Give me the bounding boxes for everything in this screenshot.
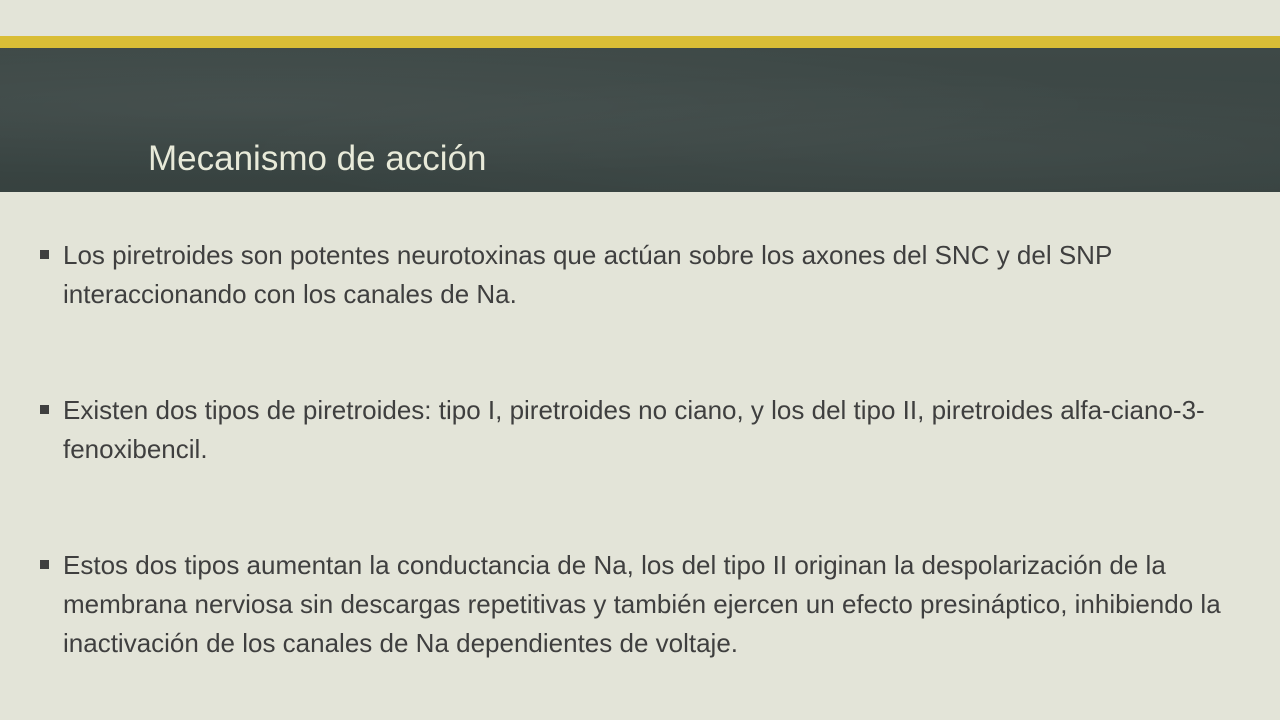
bullet-item (40, 546, 1250, 663)
square-bullet-icon (40, 560, 49, 569)
bullet-list (40, 236, 1250, 663)
bullet-text: Existen dos tipos de piretroides: tipo I, piretroides no ciano, y los del tipo II, piretroides alfa-ciano-3-fenoxibencil. (63, 395, 1205, 464)
bullet-text: Estos dos tipos aumentan la conductancia de Na, los del tipo II originan la despolarización de la membrana nerviosa sin descargas repetitivas y también ejercen un efecto presináptico, inhibiendo la inactivación de los canales de Na dependientes de voltaje. (63, 550, 1221, 658)
square-bullet-icon (40, 405, 49, 414)
bullet-item (40, 391, 1250, 469)
bullet-item (40, 236, 1250, 314)
bullet-text: Los piretroides son potentes neurotoxinas que actúan sobre los axones del SNC y del SNP interaccionando con los canales de Na. (63, 240, 1112, 309)
slide-title: Mecanismo de acción (148, 139, 487, 178)
square-bullet-icon (40, 250, 49, 259)
accent-bar (0, 36, 1280, 48)
